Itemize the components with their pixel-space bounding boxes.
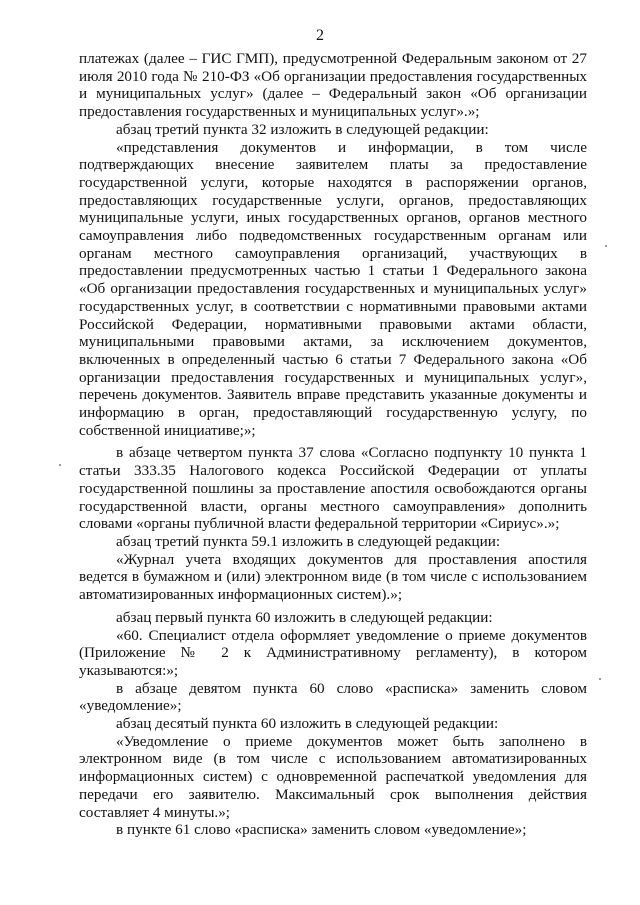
paragraph-amend-60-first-text: «60. Специалист отдела оформляет уведомление о приеме документов (Приложение № 2 к Административному регламенту), в котором указываются:»;: [79, 626, 587, 679]
paragraph-amend-60-tenth-intro: абзац десятый пункта 60 изложить в следующей редакции:: [116, 715, 499, 733]
paragraph-amend-61: в пункте 61 слово «расписка» заменить словом «уведомление»;: [116, 821, 527, 839]
paragraph-continuation: платежах (далее – ГИС ГМП), предусмотренной Федеральным законом от 27 июля 2010 года № 210-ФЗ «Об организации предоставления государственных и муниципальных услуг» (далее – Федеральный закон «Об организации предоставления государственных и муниципальных услуг».»;: [79, 50, 587, 121]
paragraph-amend-59-text: «Журнал учета входящих документов для проставления апостиля ведется в бумажном и (или) электронном виде (в том числе с использованием автоматизированных информационных систем).»;: [79, 550, 587, 604]
scan-speck: [59, 464, 61, 466]
document-body: [79, 50, 587, 839]
paragraph-amend-32-text: «представления документов и информации, в том числе подтверждающих внесение заявителем платы за предоставление государственной услуги, которые находятся в распоряжении органов, предоставляющих государственные услуги, органов, предоставляющих муниципальные услуги, иных государственных органов, органов местного самоуправления либо подведомственных государственным органам или органам местного самоуправления организаций, участвующих в предоставлении предусмотренных частью 1 статьи 1 Федерального закона «Об организации предоставления государственных и муниципальных услуг» государственных услуг, в соответствии с нормативными правовыми актами Российской Федерации, нормативными правовыми актами области, муниципальными правовыми актами, за исключением документов, включенных в определенный частью 6 статьи 7 Федерального закона «Об организации предоставления государственных и муниципальных услуг», перечень документов. Заявитель вправе представить указанные документы и информацию в орган, предоставляющий государственную услугу, по собственной инициативе;»;: [79, 138, 587, 439]
paragraph-amend-59-intro: абзац третий пункта 59.1 изложить в следующей редакции:: [116, 532, 501, 550]
scan-speck: [605, 245, 607, 247]
paragraph-amend-60-ninth: в абзаце девятом пункта 60 слово «расписка» заменить словом «уведомление»;: [79, 679, 587, 715]
paragraph-amend-37: в абзаце четвертом пункта 37 слова «Согласно подпункту 10 пункта 1 статьи 333.35 Налогового кодекса Российской Федерации от уплаты государственной пошлины за проставление апостиля освобождаются органы государственной власти, органы местного самоуправления» дополнить словами «органы публичной власти федеральной территории «Сириус».»;: [79, 444, 587, 533]
scan-speck: [599, 678, 601, 680]
page-number: 2: [316, 27, 324, 44]
paragraph-amend-32-intro: абзац третий пункта 32 изложить в следующей редакции:: [116, 120, 489, 138]
paragraph-amend-60-tenth-text: «Уведомление о приеме документов может быть заполнено в электронном виде (в том числе с использованием автоматизированных информационных систем) с одновременной распечаткой уведомления для передачи его заявителю. Максимальный срок выполнения действия составляет 4 минуты.»;: [79, 732, 587, 821]
paragraph-amend-60-first-intro: абзац первый пункта 60 изложить в следующей редакции:: [116, 608, 493, 626]
